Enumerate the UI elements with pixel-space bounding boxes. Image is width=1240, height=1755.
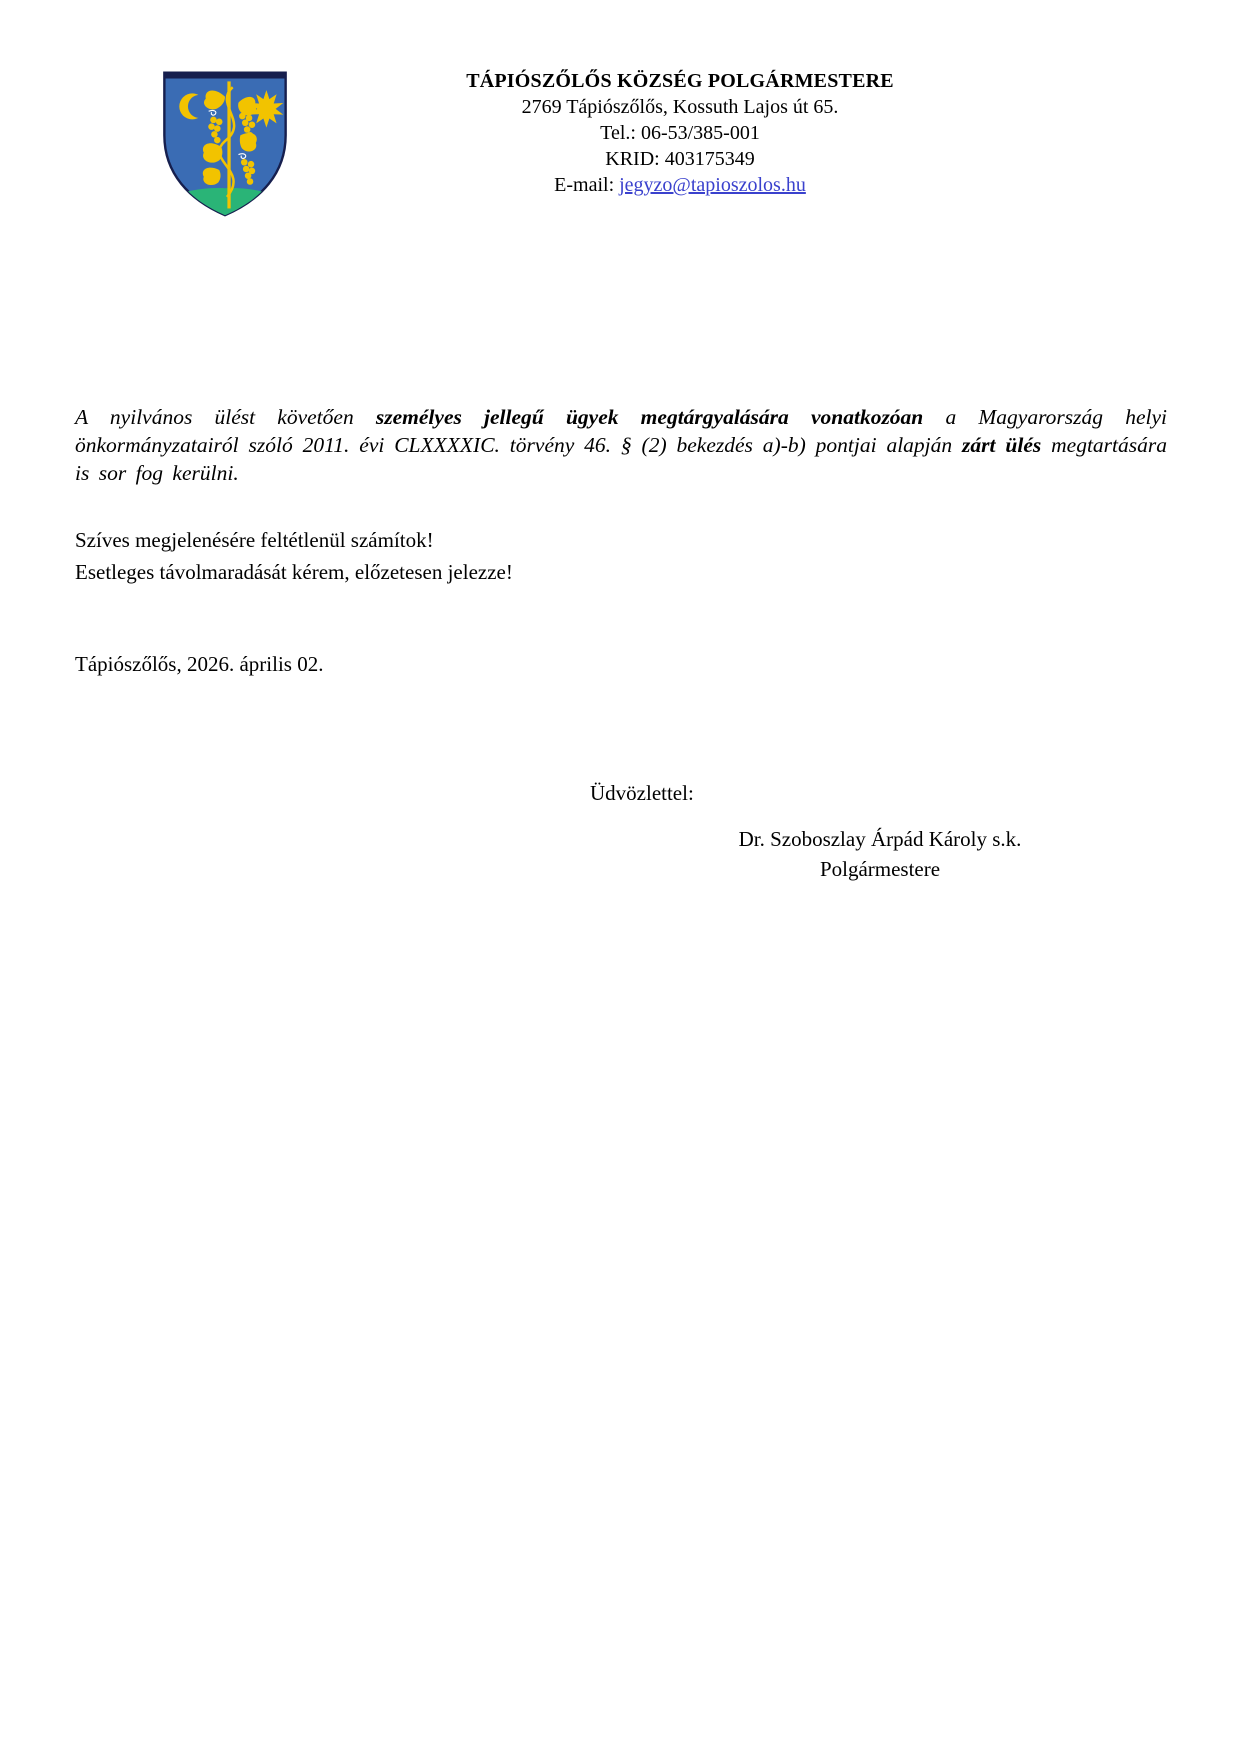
attendance-note <box>75 524 975 588</box>
letterhead <box>390 68 970 198</box>
coat-of-arms-graphic <box>154 66 296 220</box>
paragraph-text: a Magyarország helyi önkormányzatairól szóló 2011. évi CLXXXXIC. törvény 46. § (2) bekezdés a)-b) pontjai alapján <box>75 404 1167 457</box>
shield-top-band <box>164 73 285 79</box>
coat-of-arms <box>154 66 296 220</box>
signer-title: Polgármestere <box>819 857 941 881</box>
closing-salutation: Üdvözlettel: <box>590 781 694 805</box>
header-email-line <box>390 172 970 198</box>
paragraph-text: megtartására is sor fog kerülni. <box>75 432 1167 485</box>
signature-block <box>705 824 1055 884</box>
closed-session-paragraph <box>75 403 1167 487</box>
paragraph-bold-closed-session: zárt ülés <box>962 432 1042 457</box>
header-address: 2769 Tápiószőlős, Kossuth Lajos út 65. <box>521 96 839 118</box>
header-phone: Tel.: 06-53/385-001 <box>600 122 760 144</box>
paragraph-bold-personal-matters: személyes jellegű ügyek megtárgyalására vonatkozóan <box>375 404 924 429</box>
paragraph-text: A nyilvános ülést követően <box>75 404 376 429</box>
header-krid: KRID: 403175349 <box>605 148 755 170</box>
email-link[interactable]: jegyzo@tapioszolos.hu <box>619 174 806 196</box>
attendance-line-2: Esetleges távolmaradását kérem, előzetesen jelezze! <box>75 560 513 584</box>
email-label: E-mail: <box>554 174 620 196</box>
date-line: Tápiószőlős, 2026. április 02. <box>75 652 324 676</box>
signer-name: Dr. Szoboszlay Árpád Károly s.k. <box>738 827 1022 851</box>
attendance-line-1: Szíves megjelenésére feltétlenül számítok! <box>75 528 434 552</box>
header-title: TÁPIÓSZŐLŐS KÖZSÉG POLGÁRMESTERE <box>466 70 894 92</box>
